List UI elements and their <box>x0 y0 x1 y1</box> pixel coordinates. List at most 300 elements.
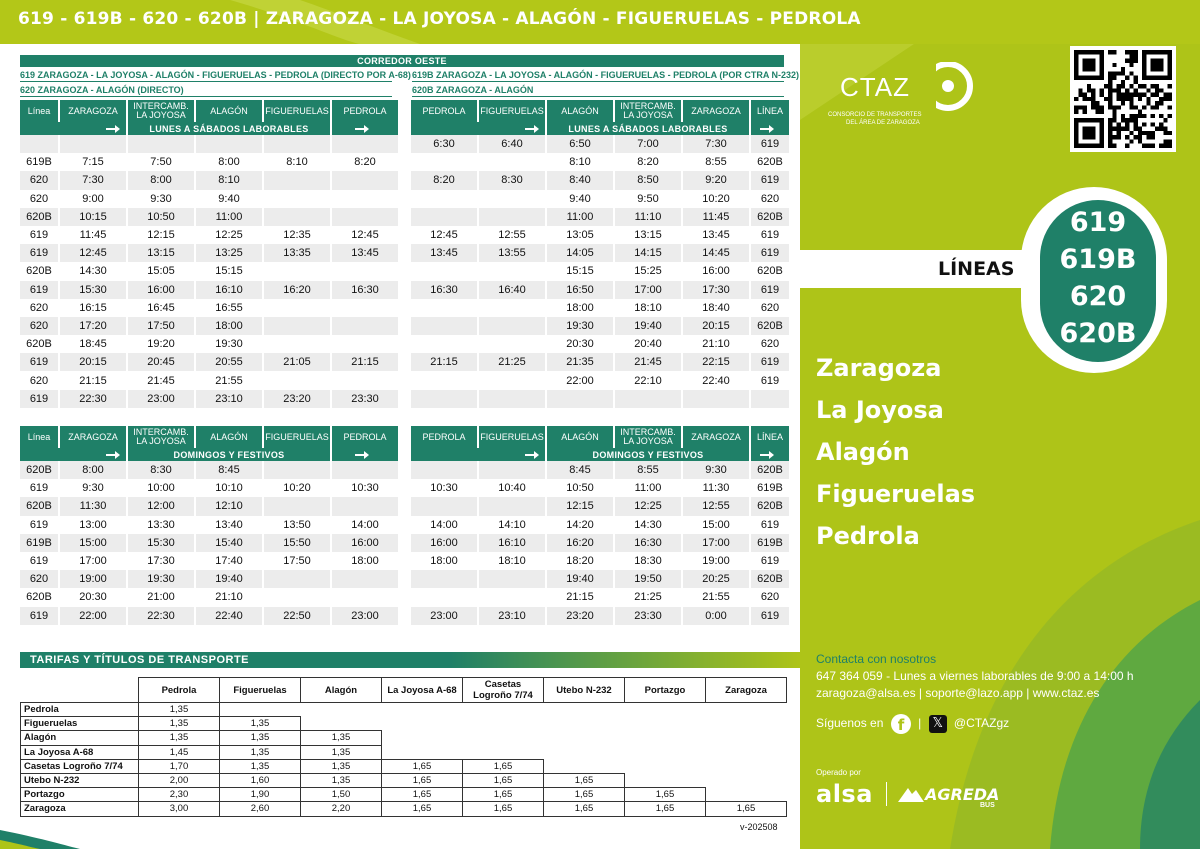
time-cell: 17:30 <box>683 281 749 299</box>
time-cell: 7:30 <box>683 135 749 153</box>
fare-column-header: La Joyosa A-68 <box>382 678 463 703</box>
column-header: PEDROLA <box>332 426 398 448</box>
time-cell <box>411 570 477 588</box>
fare-value: 2,20 <box>301 802 382 816</box>
time-cell: 14:05 <box>547 244 613 262</box>
line-cell: 620 <box>20 317 58 335</box>
time-cell <box>411 390 477 408</box>
fare-empty <box>625 731 706 745</box>
time-cell: 15:05 <box>128 262 194 280</box>
column-header: INTERCAMB. LA JOYOSA <box>615 100 681 122</box>
time-cell: 10:15 <box>60 208 126 226</box>
fare-value: 3,00 <box>139 802 220 816</box>
time-cell: 16:55 <box>196 299 262 317</box>
time-cell: 12:15 <box>128 226 194 244</box>
fare-value: 1,65 <box>382 773 463 787</box>
fare-empty <box>544 703 625 717</box>
day-band-row <box>20 448 398 461</box>
column-header: Línea <box>20 100 58 122</box>
fare-value: 1,65 <box>544 773 625 787</box>
fare-value: 1,65 <box>463 788 544 802</box>
time-cell: 15:00 <box>60 534 126 552</box>
time-cell: 6:40 <box>479 135 545 153</box>
route-title-620b: 620B ZARAGOZA - ALAGÓN <box>412 84 784 97</box>
fare-column-header: Alagón <box>301 678 382 703</box>
day-band-arrow <box>751 122 789 135</box>
time-cell: 15:50 <box>264 534 330 552</box>
fare-empty <box>706 773 787 787</box>
time-cell <box>479 262 545 280</box>
time-cell: 20:45 <box>128 353 194 371</box>
time-cell: 12:55 <box>479 226 545 244</box>
time-cell: 8:20 <box>332 153 398 171</box>
line-cell: 620B <box>20 461 58 479</box>
time-cell: 9:40 <box>547 190 613 208</box>
time-cell: 16:00 <box>683 262 749 280</box>
line-cell: 619 <box>751 371 789 389</box>
contact-links[interactable]: zaragoza@alsa.es | soporte@lazo.app | www.ctaz.es <box>816 686 1100 700</box>
fare-empty <box>625 759 706 773</box>
table-row <box>411 570 789 588</box>
weekday-outbound-table <box>18 100 400 408</box>
time-cell: 20:40 <box>615 335 681 353</box>
time-cell <box>479 588 545 606</box>
time-cell: 20:15 <box>683 317 749 335</box>
time-cell: 21:10 <box>683 335 749 353</box>
column-header: ZARAGOZA <box>60 100 126 122</box>
arrow-right-icon <box>760 451 774 459</box>
time-cell: 0:00 <box>683 607 749 625</box>
line-cell: 619 <box>20 353 58 371</box>
time-cell: 16:00 <box>128 281 194 299</box>
table-row <box>20 190 398 208</box>
time-cell <box>479 390 545 408</box>
fare-empty <box>463 731 544 745</box>
qr-code-icon <box>1070 46 1176 152</box>
time-cell: 21:45 <box>615 353 681 371</box>
line-cell: 620B <box>20 497 58 515</box>
column-header: PEDROLA <box>332 100 398 122</box>
fare-value: 1,60 <box>220 773 301 787</box>
time-cell: 6:30 <box>411 135 477 153</box>
time-cell: 12:15 <box>547 497 613 515</box>
time-cell <box>128 135 194 153</box>
line-cell: 620 <box>20 190 58 208</box>
corridor-band: CORREDOR OESTE <box>20 55 784 67</box>
table-row <box>20 353 398 371</box>
line-cell: 619 <box>20 226 58 244</box>
arrow-right-icon <box>106 451 120 459</box>
time-cell: 8:45 <box>547 461 613 479</box>
social-handle[interactable]: @CTAZgz <box>953 716 1010 731</box>
day-band-arrow <box>332 122 398 135</box>
table-row <box>411 534 789 552</box>
time-cell: 21:15 <box>547 588 613 606</box>
time-cell: 12:45 <box>411 226 477 244</box>
table-row <box>20 516 398 534</box>
table-row <box>411 353 789 371</box>
time-cell: 22:40 <box>683 371 749 389</box>
table-row <box>411 335 789 353</box>
fare-value: 1,35 <box>220 717 301 731</box>
bottom-swoosh <box>0 820 800 849</box>
contact-phone[interactable]: 647 364 059 - Lunes a viernes laborables de 9:00 a 14:00 h <box>816 669 1134 683</box>
line-619: 619 <box>1069 207 1127 238</box>
line-cell: 620B <box>751 153 789 171</box>
town-alagon: Alagón <box>816 438 910 466</box>
fare-value: 1,65 <box>463 802 544 816</box>
header-row <box>411 100 789 122</box>
time-cell: 7:00 <box>615 135 681 153</box>
fare-value: 1,45 <box>139 745 220 759</box>
time-cell: 11:00 <box>196 208 262 226</box>
time-cell: 9:00 <box>60 190 126 208</box>
line-cell: 620B <box>751 208 789 226</box>
line-cell: 620B <box>20 335 58 353</box>
time-cell: 21:55 <box>196 371 262 389</box>
time-cell: 16:10 <box>479 534 545 552</box>
column-header: ALAGÓN <box>547 426 613 448</box>
fare-value: 1,90 <box>220 788 301 802</box>
table-row <box>411 208 789 226</box>
line-cell: 619 <box>751 244 789 262</box>
time-cell: 23:00 <box>411 607 477 625</box>
table-row <box>20 588 398 606</box>
line-cell: 619 <box>751 135 789 153</box>
time-cell: 13:05 <box>547 226 613 244</box>
time-cell: 13:45 <box>332 244 398 262</box>
time-cell <box>264 135 330 153</box>
column-header: FIGUERUELAS <box>479 426 545 448</box>
time-cell: 13:15 <box>128 244 194 262</box>
holiday-return-table <box>409 426 791 625</box>
time-cell: 13:55 <box>479 244 545 262</box>
fare-value: 1,35 <box>301 731 382 745</box>
table-row <box>411 244 789 262</box>
fare-value: 1,35 <box>301 773 382 787</box>
svg-text:CONSORCIO DE TRANSPORTES: CONSORCIO DE TRANSPORTES <box>828 112 922 118</box>
table-row <box>20 317 398 335</box>
facebook-icon[interactable]: f <box>891 714 911 734</box>
table-row <box>411 317 789 335</box>
time-cell: 12:45 <box>60 244 126 262</box>
time-cell <box>411 262 477 280</box>
table-row <box>411 588 789 606</box>
fare-row-name: Utebo N-232 <box>21 773 139 787</box>
time-cell: 9:40 <box>196 190 262 208</box>
line-cell: 620 <box>751 190 789 208</box>
time-cell: 11:00 <box>547 208 613 226</box>
fare-empty <box>544 717 625 731</box>
day-band-arrow <box>411 448 545 461</box>
time-cell: 23:10 <box>196 390 262 408</box>
time-cell: 17:00 <box>60 552 126 570</box>
fare-value: 1,35 <box>301 759 382 773</box>
fare-value: 1,65 <box>463 759 544 773</box>
fare-corner <box>21 678 139 703</box>
time-cell: 19:40 <box>615 317 681 335</box>
time-cell: 22:30 <box>60 390 126 408</box>
time-cell: 10:30 <box>332 479 398 497</box>
time-cell <box>615 390 681 408</box>
time-cell: 11:45 <box>683 208 749 226</box>
time-cell <box>479 299 545 317</box>
time-cell: 14:30 <box>60 262 126 280</box>
column-header: PEDROLA <box>411 100 477 122</box>
time-cell: 20:25 <box>683 570 749 588</box>
time-cell: 13:00 <box>60 516 126 534</box>
time-cell: 12:00 <box>128 497 194 515</box>
time-cell <box>264 190 330 208</box>
route-title-620: 620 ZARAGOZA - ALAGÓN (DIRECTO) <box>20 84 392 97</box>
day-band-row <box>411 122 789 135</box>
time-cell: 13:50 <box>264 516 330 534</box>
time-cell: 8:40 <box>547 171 613 189</box>
page-title: 619 - 619B - 620 - 620B | ZARAGOZA - LA JOYOSA - ALAGÓN - FIGUERUELAS - PEDROLA <box>18 9 861 29</box>
time-cell <box>264 299 330 317</box>
column-header: ZARAGOZA <box>683 426 749 448</box>
table-row <box>20 244 398 262</box>
time-cell <box>332 262 398 280</box>
time-cell: 19:50 <box>615 570 681 588</box>
table-row <box>20 226 398 244</box>
fare-value: 1,50 <box>301 788 382 802</box>
time-cell: 15:15 <box>196 262 262 280</box>
time-cell: 20:15 <box>60 353 126 371</box>
ctaz-logo <box>820 62 980 132</box>
route-title-619: 619 ZARAGOZA - LA JOYOSA - ALAGÓN - FIGUERUELAS - PEDROLA (DIRECTO POR A-68) <box>20 70 411 80</box>
time-cell: 9:30 <box>60 479 126 497</box>
weekday-return-table <box>409 100 791 408</box>
column-header: PEDROLA <box>411 426 477 448</box>
fare-row <box>21 745 787 759</box>
fare-row <box>21 773 787 787</box>
line-cell: 619 <box>20 607 58 625</box>
time-cell: 10:00 <box>128 479 194 497</box>
time-cell: 11:30 <box>683 479 749 497</box>
line-cell: 619 <box>20 552 58 570</box>
fare-empty <box>382 745 463 759</box>
time-cell: 9:30 <box>683 461 749 479</box>
column-header: LÍNEA <box>751 100 789 122</box>
time-cell: 10:10 <box>196 479 262 497</box>
table-row <box>411 461 789 479</box>
table-row <box>411 171 789 189</box>
time-cell: 8:10 <box>547 153 613 171</box>
time-cell: 8:50 <box>615 171 681 189</box>
time-cell: 19:40 <box>547 570 613 588</box>
line-cell: 620B <box>20 208 58 226</box>
time-cell <box>332 135 398 153</box>
fare-column-header: Pedrola <box>139 678 220 703</box>
time-cell <box>332 371 398 389</box>
line-cell: 619 <box>20 390 58 408</box>
time-cell: 21:00 <box>128 588 194 606</box>
time-cell <box>411 190 477 208</box>
contact-title: Contacta con nosotros <box>816 652 937 666</box>
svg-text:CTAZ: CTAZ <box>840 72 910 102</box>
day-band-label: LUNES A SÁBADOS LABORABLES <box>128 122 330 135</box>
time-cell <box>411 461 477 479</box>
time-cell <box>479 570 545 588</box>
time-cell: 7:50 <box>128 153 194 171</box>
time-cell: 8:55 <box>615 461 681 479</box>
fare-empty <box>706 759 787 773</box>
version-label: v-202508 <box>740 822 778 832</box>
time-cell <box>264 497 330 515</box>
line-cell: 619 <box>751 552 789 570</box>
time-cell: 18:45 <box>60 335 126 353</box>
table-row <box>411 479 789 497</box>
time-cell: 15:30 <box>60 281 126 299</box>
time-cell: 9:50 <box>615 190 681 208</box>
time-cell <box>332 171 398 189</box>
line-cell: 620B <box>751 570 789 588</box>
time-cell: 11:00 <box>615 479 681 497</box>
fare-empty <box>220 703 301 717</box>
time-cell: 21:15 <box>411 353 477 371</box>
time-cell: 12:45 <box>332 226 398 244</box>
time-cell: 16:45 <box>128 299 194 317</box>
table-row <box>20 281 398 299</box>
time-cell <box>264 461 330 479</box>
fare-row <box>21 802 787 816</box>
time-cell <box>479 371 545 389</box>
time-cell: 19:00 <box>683 552 749 570</box>
fare-column-header: Portazgo <box>625 678 706 703</box>
time-cell: 20:30 <box>60 588 126 606</box>
line-cell: 620 <box>20 299 58 317</box>
time-cell: 17:50 <box>128 317 194 335</box>
time-cell: 16:40 <box>479 281 545 299</box>
fare-empty <box>301 703 382 717</box>
time-cell: 8:00 <box>196 153 262 171</box>
time-cell: 18:30 <box>615 552 681 570</box>
fare-row <box>21 731 787 745</box>
column-header: FIGUERUELAS <box>264 100 330 122</box>
time-cell: 21:10 <box>196 588 262 606</box>
fare-row-name: Alagón <box>21 731 139 745</box>
time-cell: 15:40 <box>196 534 262 552</box>
time-cell <box>479 335 545 353</box>
time-cell: 12:10 <box>196 497 262 515</box>
svg-text:DEL ÁREA DE ZARAGOZA: DEL ÁREA DE ZARAGOZA <box>846 120 920 126</box>
time-cell <box>411 208 477 226</box>
time-cell: 23:20 <box>264 390 330 408</box>
line-cell: 620 <box>751 588 789 606</box>
time-cell: 13:45 <box>411 244 477 262</box>
fare-value: 1,35 <box>139 731 220 745</box>
time-cell: 18:10 <box>479 552 545 570</box>
line-cell: 620B <box>751 262 789 280</box>
time-cell: 13:35 <box>264 244 330 262</box>
time-cell: 14:10 <box>479 516 545 534</box>
x-icon[interactable]: 𝕏 <box>929 715 947 733</box>
time-cell: 22:15 <box>683 353 749 371</box>
time-cell: 20:30 <box>547 335 613 353</box>
line-cell: 620B <box>751 461 789 479</box>
time-cell <box>264 208 330 226</box>
town-zaragoza: Zaragoza <box>816 354 942 382</box>
time-cell: 19:30 <box>547 317 613 335</box>
time-cell: 23:20 <box>547 607 613 625</box>
time-cell <box>479 497 545 515</box>
line-cell <box>751 390 789 408</box>
time-cell: 8:00 <box>60 461 126 479</box>
time-cell: 22:30 <box>128 607 194 625</box>
qr-code[interactable] <box>1070 46 1176 152</box>
line-cell: 619 <box>751 281 789 299</box>
fare-value: 1,35 <box>139 717 220 731</box>
time-cell: 8:10 <box>196 171 262 189</box>
time-cell: 12:55 <box>683 497 749 515</box>
line-620b: 620B <box>1059 318 1137 349</box>
follow-label: Síguenos en <box>816 716 884 731</box>
time-cell: 18:00 <box>411 552 477 570</box>
line-cell: 620B <box>751 497 789 515</box>
time-cell <box>332 461 398 479</box>
fare-value: 1,35 <box>220 759 301 773</box>
fare-value: 1,65 <box>625 802 706 816</box>
fare-empty <box>706 717 787 731</box>
time-cell: 23:30 <box>615 607 681 625</box>
table-row <box>20 371 398 389</box>
fare-empty <box>382 731 463 745</box>
time-cell: 18:00 <box>196 317 262 335</box>
fares-title: TARIFAS Y TÍTULOS DE TRANSPORTE <box>20 652 800 668</box>
table-row <box>20 390 398 408</box>
column-header: Línea <box>20 426 58 448</box>
time-cell: 15:15 <box>547 262 613 280</box>
table-row <box>20 299 398 317</box>
time-cell <box>411 153 477 171</box>
header-row <box>20 426 398 448</box>
fare-row <box>21 717 787 731</box>
time-cell: 22:00 <box>60 607 126 625</box>
time-cell: 17:00 <box>615 281 681 299</box>
time-cell: 9:30 <box>128 190 194 208</box>
table-row <box>411 153 789 171</box>
table-row <box>411 552 789 570</box>
fare-column-header: Casetas Logroño 7/74 <box>463 678 544 703</box>
time-cell: 8:20 <box>615 153 681 171</box>
time-cell: 12:35 <box>264 226 330 244</box>
table-row <box>20 208 398 226</box>
column-header: ZARAGOZA <box>60 426 126 448</box>
time-cell <box>479 317 545 335</box>
time-cell <box>479 153 545 171</box>
table-row <box>20 262 398 280</box>
time-cell: 16:30 <box>332 281 398 299</box>
table-row <box>411 135 789 153</box>
agreda-sub: BUS <box>980 802 995 809</box>
fare-value: 1,35 <box>139 703 220 717</box>
time-cell: 16:10 <box>196 281 262 299</box>
line-cell: 620B <box>20 588 58 606</box>
time-cell: 6:50 <box>547 135 613 153</box>
line-cell: 620 <box>20 371 58 389</box>
table-row <box>411 607 789 625</box>
fare-value: 1,35 <box>220 731 301 745</box>
time-cell: 11:45 <box>60 226 126 244</box>
time-cell: 8:30 <box>128 461 194 479</box>
time-cell: 16:20 <box>264 281 330 299</box>
time-cell: 22:40 <box>196 607 262 625</box>
column-header: LÍNEA <box>751 426 789 448</box>
fare-empty <box>625 703 706 717</box>
fare-table <box>20 677 787 817</box>
column-header: ZARAGOZA <box>683 100 749 122</box>
